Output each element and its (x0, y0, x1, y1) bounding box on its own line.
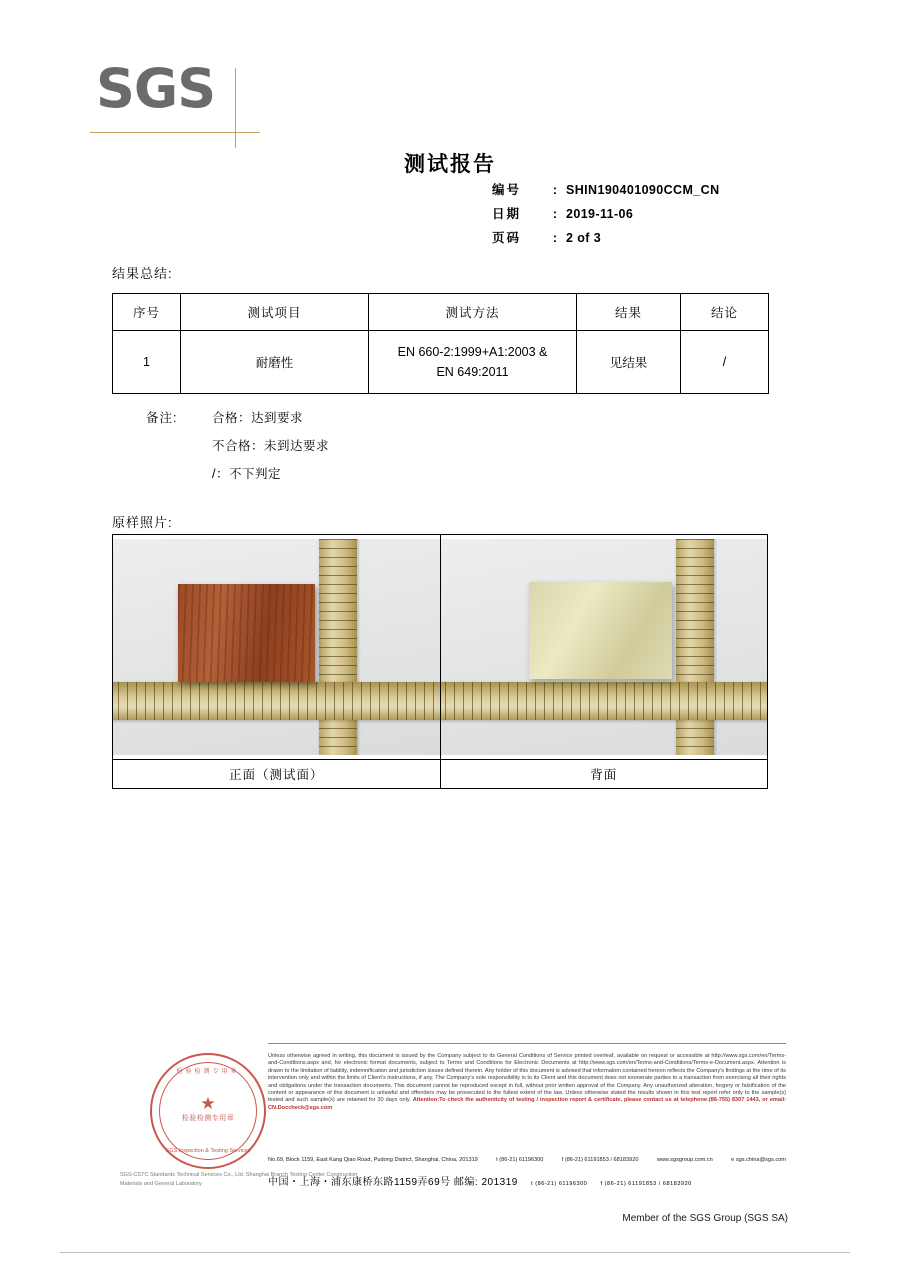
remarks-second-row (146, 436, 329, 464)
stamp-mid-text: 检验检测专用章 (181, 1115, 235, 1122)
meta-label-date: 日期 (492, 207, 522, 221)
ruler-horizontal (113, 682, 440, 720)
sample-specimen-front (178, 584, 315, 681)
ruler-ticks-vertical (676, 539, 714, 755)
photo-cell-front (113, 535, 441, 760)
sgs-logo-text: SGS (96, 57, 216, 120)
meta-value-date: 2019-11-06 (566, 207, 634, 221)
remarks-third-row (146, 464, 329, 492)
meta-colon-number: : (552, 183, 558, 197)
cell-no: 1 (113, 331, 181, 394)
meta-row-page (492, 228, 720, 252)
photos-section-label: 原样照片: (112, 515, 173, 530)
column-header-no: 序号 (113, 294, 181, 331)
photo-caption-back: 背面 (440, 760, 768, 789)
meta-row-date (492, 204, 720, 228)
meta-value-number: SHIN190401090CCM_CN (566, 183, 720, 197)
ruler-vertical (319, 539, 357, 755)
remarks-line-1: 合格：达到要求 (212, 411, 304, 425)
footer-address-en: No.69, Block 1159, East Kang Qiao Road, Pudong District, Shanghai, China, 201319 (268, 1157, 478, 1163)
column-header-item: 测试项目 (181, 294, 369, 331)
page-title: 测试报告 (404, 152, 496, 176)
footer-top-rule (268, 1043, 786, 1044)
photo-cell-back (440, 535, 768, 760)
ruler-ticks-vertical (319, 539, 357, 755)
cell-method-line2: EN 649:2011 (436, 365, 509, 379)
logo-tick (235, 68, 236, 148)
official-stamp (150, 1053, 266, 1169)
footer-email[interactable]: e sgs.china@sgs.com (731, 1157, 786, 1163)
results-section-label: 结果总结: (112, 266, 173, 281)
stamp-star-icon: ★ (200, 1094, 216, 1114)
cell-method (369, 331, 577, 394)
results-table (112, 293, 769, 394)
sample-photo-front (113, 539, 440, 755)
ruler-horizontal (441, 682, 768, 720)
report-meta (492, 180, 720, 252)
sgs-logo (96, 57, 276, 120)
footer-member-note: Member of the SGS Group (SGS SA) (622, 1213, 788, 1224)
photo-caption-front: 正面（测试面） (113, 760, 441, 789)
remarks-label: 备注: (146, 411, 178, 425)
column-header-result: 结果 (577, 294, 681, 331)
ruler-ticks-horizontal (441, 682, 768, 720)
stamp-top-text: 检验检测专用章 (176, 1069, 240, 1075)
table-row (113, 331, 769, 394)
cell-item: 耐磨性 (181, 331, 369, 394)
meta-label-page: 页码 (492, 231, 522, 245)
photos-caption-row (113, 760, 768, 789)
cell-conclusion: / (681, 331, 769, 394)
stamp-bottom-text: SGS Inspection & Testing Services (165, 1148, 251, 1154)
remarks-line-2: 不合格：未到达要求 (212, 439, 330, 453)
page-footer (0, 1045, 900, 1235)
footer-address-cn-text: 中国・上海・浦东康桥东路1159弄69号 邮编: 201319 (268, 1177, 518, 1188)
cell-method-line1: EN 660-2:1999+A1:2003 & (397, 345, 548, 359)
remarks-line-3: /：不下判定 (212, 467, 281, 481)
meta-colon-date: : (552, 207, 558, 221)
meta-value-page: 2 of 3 (566, 231, 602, 245)
ruler-ticks-horizontal (113, 682, 440, 720)
meta-label-number: 编号 (492, 183, 522, 197)
cell-result: 见结果 (577, 331, 681, 394)
meta-colon-page: : (552, 231, 558, 245)
legal-disclaimer (268, 1053, 786, 1112)
footer-address-cn (268, 1173, 692, 1188)
footer-address-en-row (268, 1157, 786, 1163)
legal-attention: Attention:To check the authenticity of testing / inspection report & certificate, please contact us at telephone:(86-755) 8307 1443, or email: CN.Doccheck@sgs.com (268, 1097, 786, 1111)
legal-text: Unless otherwise agreed in writing, this document is issued by the Company subject to its General Conditions of Service printed overleaf, available on request or accessible at http://www.sgs.com/en/Terms-and-Conditions.aspx and, for electronic format documents, subject to Terms and Conditions for Electronic Documents at http://www.sgs.com/en/Terms-and-Conditions/Terms-e-Document.aspx. Attention is drawn to the limitation of liability, indemnification and jurisdiction issues defined therein. Any holder of this document is advised that information contained hereon reflects the Company's findings at the time of its intervention only and within the limits of Client's instructions, if any. The Company's sole responsibility is to its Client and this document does not exonerate parties to a transaction from exercising all their rights and obligations under the transaction documents. This document cannot be reproduced except in full, without prior written approval of the Company. Any unauthorized alteration, forgery or falsification of the content or appearance of this document is unlawful and offenders may be prosecuted to the fullest extent of the law. Unless otherwise stated the results shown in this test report refer only to the sample(s) tested and such sample(s) are retained for 30 days only. (268, 1053, 786, 1104)
ruler-vertical (676, 539, 714, 755)
footer-phone-1: t (86-21) 61196300 (496, 1157, 544, 1163)
footer-phone-2: f (86-21) 61191853 / 68183920 (561, 1157, 639, 1163)
table-header-row (113, 294, 769, 331)
footer-phone-cn-1: t (86-21) 61196300 (531, 1181, 588, 1187)
footer-phone-cn-2: f (86-21) 61191853 / 68183920 (600, 1181, 692, 1187)
remarks-block (146, 408, 329, 492)
sample-specimen-back (529, 582, 673, 679)
photos-image-row (113, 535, 768, 760)
column-header-conclusion: 结论 (681, 294, 769, 331)
page-bottom-rule (60, 1252, 850, 1253)
stamp-company-line: SGS-CSTC Standards Technical Services Co., Ltd. Shanghai Branch Testing Center Construction Materials and General Laboratory (120, 1172, 358, 1187)
column-header-method: 测试方法 (369, 294, 577, 331)
sample-photo-back (441, 539, 768, 755)
footer-website[interactable]: www.sgsgroup.com.cn (656, 1157, 713, 1163)
photos-table (112, 534, 768, 789)
remarks-first-row (146, 408, 329, 436)
meta-row-number (492, 180, 720, 204)
